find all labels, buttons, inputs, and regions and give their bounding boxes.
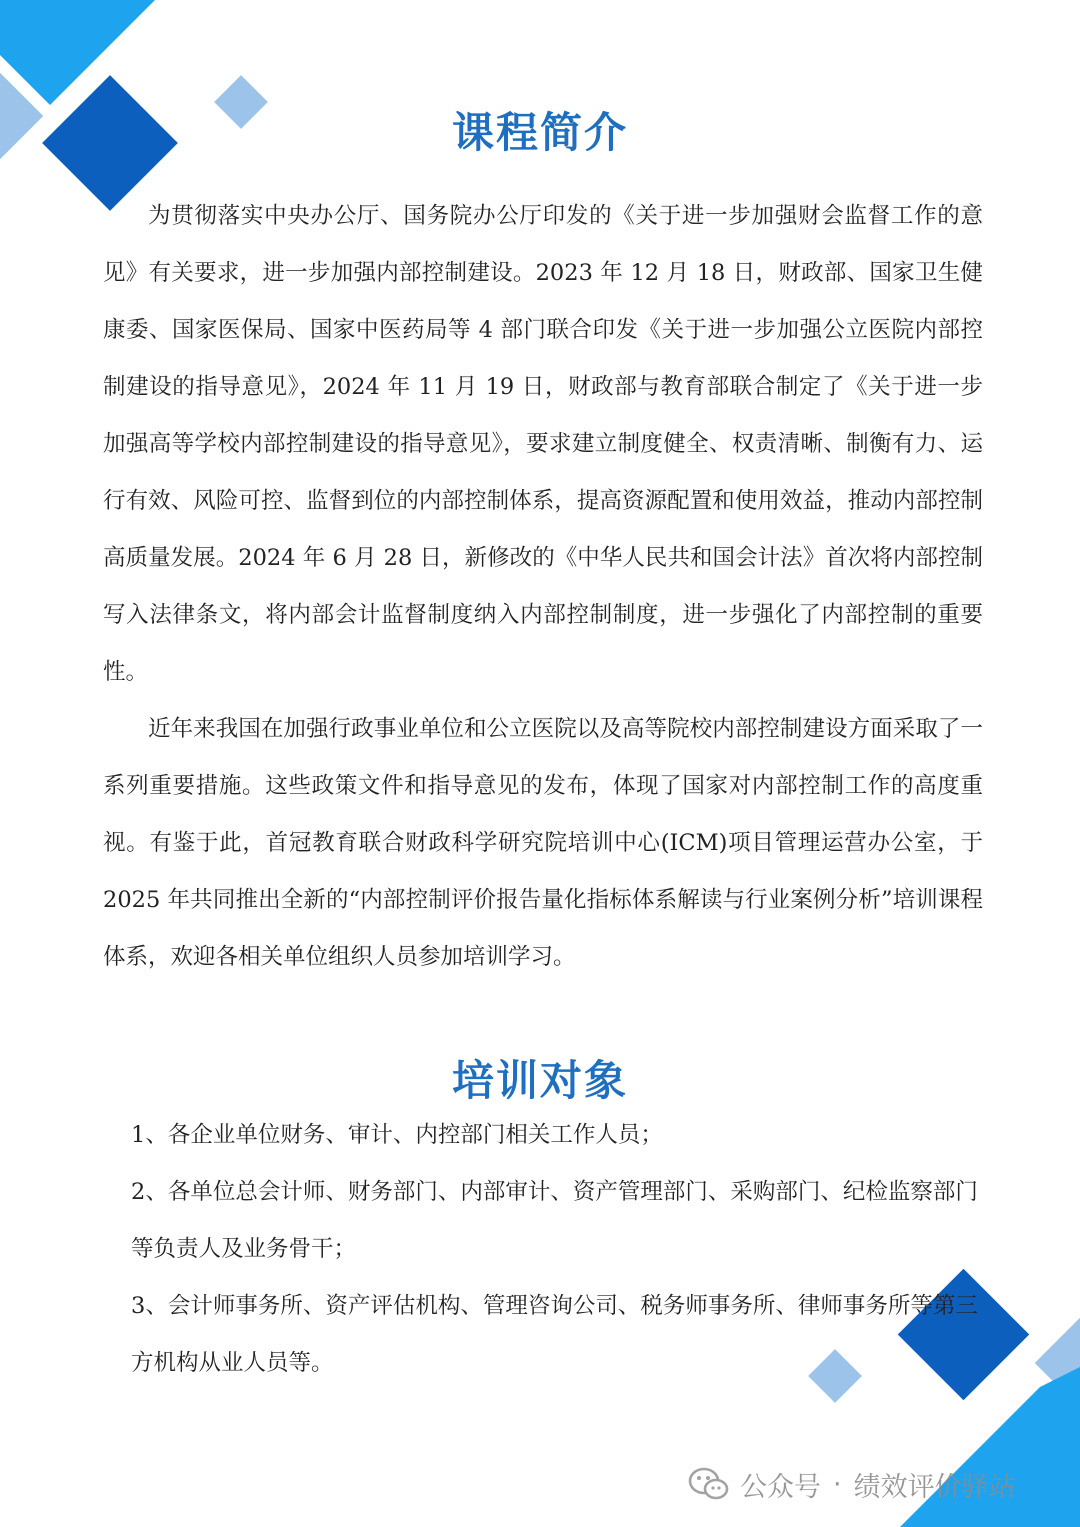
audience-list: [131, 1107, 983, 1392]
watermark-account-label: 公众号: [740, 1471, 821, 1503]
watermark-separator: ·: [833, 1468, 842, 1500]
course-intro-body: [103, 188, 983, 986]
watermark: [688, 1462, 1016, 1506]
audience-item-1: 1、各企业单位财务、审计、内控部门相关工作人员；: [131, 1122, 663, 1148]
audience-item-2: 2、各单位总会计师、财务部门、内部审计、资产管理部门、采购部门、纪检监察部门等负责人及业务骨干；: [131, 1179, 978, 1262]
course-intro-paragraph-2: 近年来我国在加强行政事业单位和公立医院以及高等院校内部控制建设方面采取了一系列重要措施。这些政策文件和指导意见的发布，体现了国家对内部控制工作的高度重视。有鉴于此，首冠教育联合财政科学研究院培训中心(ICM)项目管理运营办公室，于 2025 年共同推出全新的“内部控制评价报告量化指标体系解读与行业案例分析”培训课程体系，欢迎各相关单位组织人员参加培训学习。: [103, 716, 983, 970]
wechat-icon: [688, 1466, 730, 1502]
course-intro-title: 课程简介: [451, 108, 628, 157]
audience-item-3: 3、会计师事务所、资产评估机构、管理咨询公司、税务师事务所、律师事务所等第三方机构从业人员等。: [131, 1293, 978, 1376]
audience-title: 培训对象: [451, 1056, 628, 1105]
watermark-account-name: 绩效评价驿站: [853, 1471, 1016, 1503]
course-intro-paragraph-1: 为贯彻落实中央办公厅、国务院办公厅印发的《关于进一步加强财会监督工作的意见》有关要求，进一步加强内部控制建设。2023 年 12 月 18 日，财政部、国家卫生健康委、国家医保局、国家中医药局等 4 部门联合印发《关于进一步加强公立医院内部控制建设的指导意见》，2024 年 11 月 19 日，财政部与教育部联合制定了《关于进一步加强高等学校内部控制建设的指导意见》，要求建立制度健全、权责清晰、制衡有力、运行有效、风险可控、监督到位的内部控制体系，提高资源配置和使用效益，推动内部控制高质量发展。2024 年 6 月 28 日，新修改的《中华人民共和国会计法》首次将内部控制写入法律条文，将内部会计监督制度纳入内部控制制度，进一步强化了内部控制的重要性。: [103, 203, 983, 685]
